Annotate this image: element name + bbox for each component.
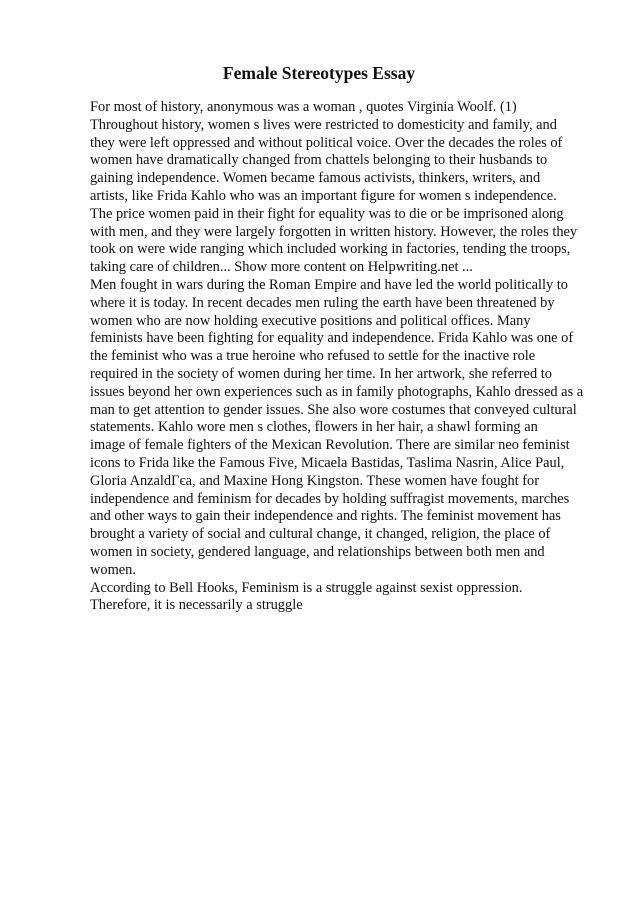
- text-line: Therefore, it is necessarily a struggle: [90, 597, 303, 614]
- text-line: independence and feminism for decades by holding suffragist movements, marches: [90, 490, 570, 507]
- text-line: artists, like Frida Kahlo who was an important figure for women s independence.: [90, 187, 557, 204]
- text-line: took on were wide ranging which included working in factories, tending the troops,: [90, 241, 571, 258]
- text-line: issues beyond her own experiences such as in family photographs, Kahlo dressed as a: [90, 383, 584, 400]
- text-line: women have dramatically changed from chattels belonging to their husbands to: [90, 152, 548, 169]
- text-line: brought a variety of social and cultural change, it changed, religion, the place of: [90, 526, 551, 543]
- text-line: icons to Frida like the Famous Five, Micaela Bastidas, Taslima Nasrin, Alice Paul,: [90, 454, 565, 471]
- text-line: taking care of children... Show more content on Helpwriting.net ...: [90, 259, 473, 276]
- text-line: with men, and they were largely forgotten in written history. However, the roles they: [90, 223, 578, 240]
- text-line: According to Bell Hooks, Feminism is a struggle against sexist oppression.: [90, 579, 523, 596]
- document-title: Female Stereotypes Essay: [222, 63, 416, 83]
- text-line: man to get attention to gender issues. She also wore costumes that conveyed cultural: [90, 401, 577, 418]
- text-line: and other ways to gain their independence and rights. The feminist movement has: [90, 508, 561, 525]
- text-line: women who are now holding executive positions and political offices. Many: [90, 312, 531, 329]
- text-line: feminists have been fighting for equality and independence. Frida Kahlo was one of: [90, 330, 574, 347]
- text-line: statements. Kahlo wore men s clothes, flowers in her hair, a shawl forming an: [90, 419, 538, 436]
- text-line: required in the society of women during her time. In her artwork, she referred to: [90, 365, 552, 382]
- text-line: For most of history, anonymous was a woman , quotes Virginia Woolf. (1): [90, 99, 517, 115]
- text-line: where it is today. In recent decades men ruling the earth have been threatened by: [90, 294, 555, 311]
- text-line: the feminist who was a true heroine who refused to settle for the inactive role: [90, 348, 536, 365]
- text-line: women.: [90, 561, 136, 578]
- text-line: Men fought in wars during the Roman Empire and have led the world politically to: [90, 276, 568, 293]
- text-line: women in society, gendered language, and relationships between both men and: [90, 543, 545, 560]
- text-line: gaining independence. Women became famous activists, thinkers, writers, and: [90, 170, 541, 187]
- essay-body: [90, 99, 630, 615]
- text-line: Throughout history, women s lives were restricted to domesticity and family, and: [90, 116, 557, 133]
- text-line: image of female fighters of the Mexican Revolution. There are similar neo feminist: [90, 437, 570, 454]
- text-line: Gloria AnzaldГєa, and Maxine Hong Kingston. These women have fought for: [90, 472, 540, 489]
- text-line: they were left oppressed and without political voice. Over the decades the roles of: [90, 134, 563, 151]
- text-line: The price women paid in their fight for equality was to die or be imprisoned along: [90, 205, 564, 222]
